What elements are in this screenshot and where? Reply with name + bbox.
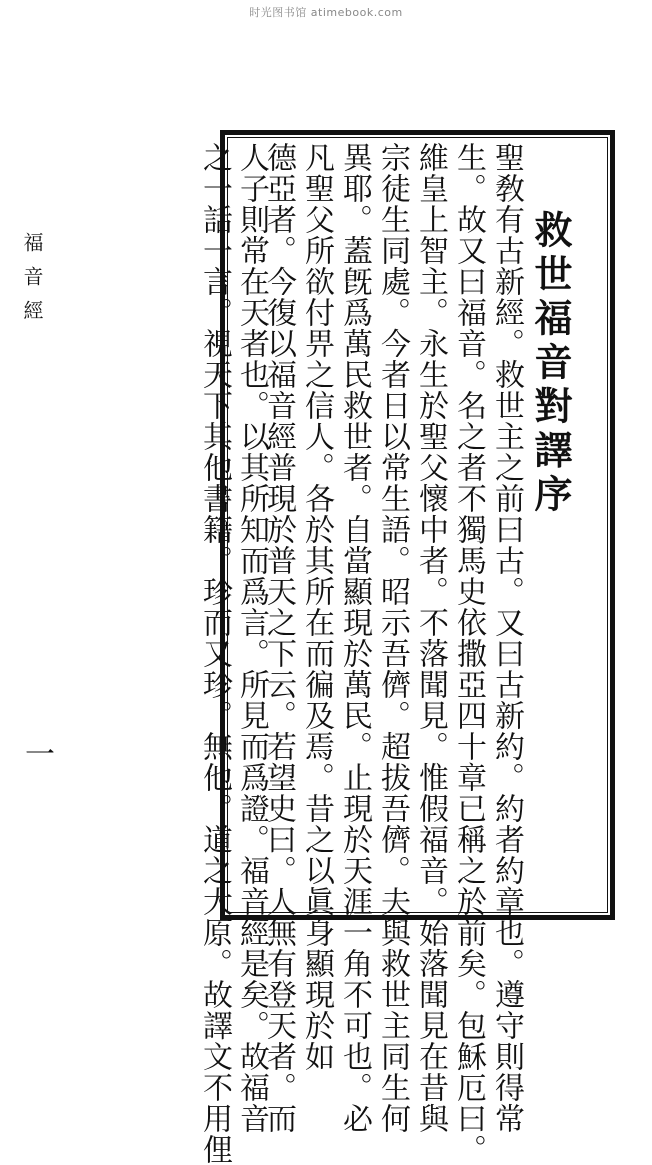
text-column-3: 維皇上智主。永生於聖父懷中者。不落聞見。惟假福音。始落聞見在昔與 <box>413 142 448 1134</box>
text-column-7: 德亞者。今復以福音經普現於普天之下云。若望史曰。人無有登天者。而 <box>261 142 296 1134</box>
preface-title: 救世福音對譯序 <box>528 210 573 518</box>
text-column-6: 凡聖父所欲付畀之信人。各於其所在而徧及焉。昔之以眞身顯現於如 <box>299 142 334 1072</box>
text-column-8: 人子則常在天者也。以其所知而爲言。所見而爲證。福音經是矣。故福音 <box>234 142 269 1134</box>
text-column-2: 生。故又曰福音。名之者不獨馬史依撒亞四十章已稱之於前矣。包穌厄曰。 <box>451 142 486 1165</box>
text-column-1: 聖敎有古新經。救世主之前曰古。又曰古新約。約者約章也。遵守則得常 <box>489 142 524 1134</box>
page-number: 一 <box>19 738 54 768</box>
text-column-4: 宗徒生同處。今者日以常生語。昭示吾儕。超拔吾儕。夫與救世主同生何 <box>375 142 410 1134</box>
text-column-9: 之一話一言。視天下其他書籍。珍而又珍。無他。道之大原。故譯文不用俚 <box>197 142 232 1165</box>
text-column-5: 異耶。蓋旣爲萬民救世者。自當顯現於萬民。止現於天涯一角不可也。必 <box>337 142 372 1134</box>
watermark: 时光图书馆 atimebook.com <box>249 6 403 19</box>
margin-title: 福音經 <box>20 232 44 334</box>
